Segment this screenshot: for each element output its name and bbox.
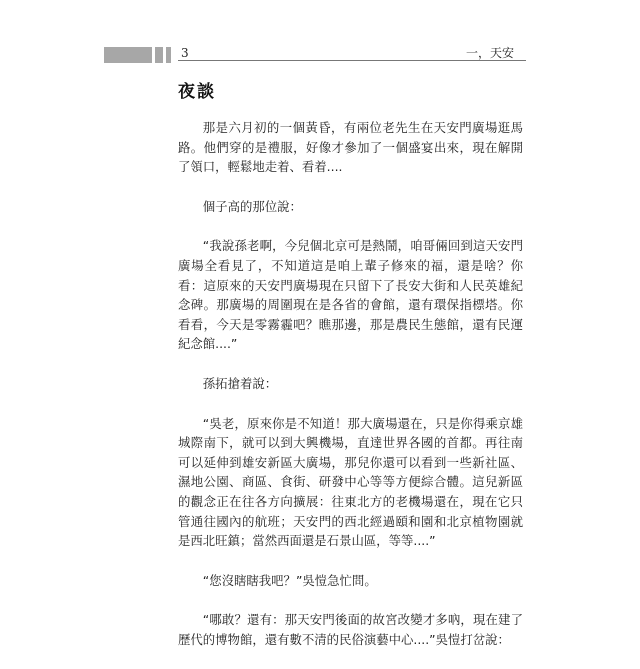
header-decor-bar xyxy=(166,47,171,63)
page-header xyxy=(0,0,640,70)
paragraph: “我說孫老啊，今兒個北京可是熱鬧，咱哥倆回到這天安門廣場全看見了，不知道這是咱上輩子修來的福，還是啥？你看：這原來的天安門廣場現在只留下了長安大街和人民英雄紀念碑。那廣場的周圍現在是各省的會館，還有環保指標塔。你看看，今天是零霧霾吧？瞧那邊，那是農民生態館，還有民運紀念館....” xyxy=(178,238,523,352)
paragraph: “您沒瞎瞎我吧？”吳愷急忙問。 xyxy=(202,572,377,588)
page-number: 3 xyxy=(181,46,189,60)
header-decor-bar xyxy=(155,47,163,63)
running-title: 一，天安 xyxy=(465,46,514,60)
paragraph: “哪敢？還有：那天安門後面的故宮改變才多吶，現在建了歷代的博物館，還有數不清的民俗演藝中心....”吳愷打岔說： xyxy=(178,612,523,647)
header-decor-bar xyxy=(104,47,152,63)
chapter-title: 夜談 xyxy=(178,82,216,102)
body-text xyxy=(178,118,523,669)
paragraph: 孫拓搶着說： xyxy=(202,375,278,391)
paragraph: 個子高的那位說： xyxy=(202,198,302,214)
paragraph: 那是六月初的一個黃昏，有兩位老先生在天安門廣場逛馬路。他們穿的是禮服，好像才參加了一個盛宴出來，現在解開了領口，輕鬆地走着、看着.... xyxy=(178,120,523,175)
paragraph: “吳老，原來你是不知道！那大廣場還在，只是你得乘京雄城際南下，就可以到大興機場，直達世界各國的首都。再往南可以延伸到雄安新區大廣場，那兒你還可以看到一些新社區、濕地公園、商區、食街、研發中心等等方便綜合體。這兒新區的觀念正在往各方向擴展：往東北方的老機場還在，現在它只管通往國內的航班；天安門的西北經過頤和園和北京植物園就是西北旺鎮；當然西面還是石景山區，等等....” xyxy=(178,415,523,549)
